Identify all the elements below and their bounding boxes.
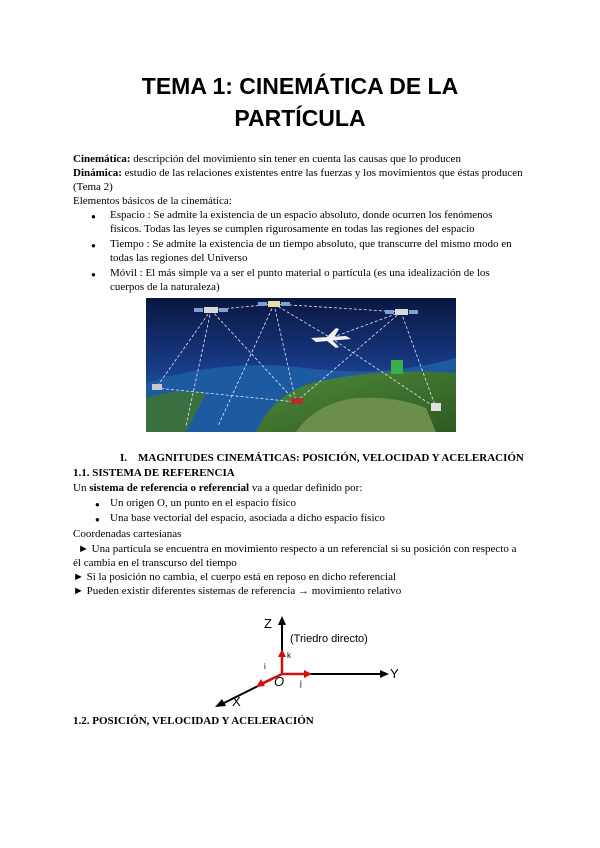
satellite-scene-svg (146, 298, 456, 432)
cinematica-term: Cinemática: (73, 153, 131, 165)
elementos-label: Elementos básicos de la cinemática: (73, 195, 232, 207)
i-label: i (264, 662, 266, 671)
origin-label: O (274, 674, 285, 689)
satellite-illustration (146, 298, 456, 432)
ref-item-base: Una base vectorial del espacio, asociada a dicho espacio físico (110, 512, 385, 524)
j-label: j (300, 679, 302, 688)
z-label: Z (264, 616, 272, 631)
title-line-1: TEMA 1: CINEMÁTICA DE LA (141, 73, 459, 99)
tiempo-line-2: todas las regiones del Universo (110, 252, 248, 264)
car-icon (291, 398, 303, 404)
dish-icon (431, 403, 441, 411)
subsection-1-2: 1.2. POSICIÓN, VELOCIDAD Y ACELERACIÓN (73, 715, 314, 727)
bullet-espacio: ● (91, 212, 96, 221)
tiempo-line-1: Tiempo : Se admite la existencia de un tiempo absoluto, que transcurre del mismo modo en (110, 238, 512, 250)
bullet-base: ● (95, 515, 100, 524)
bullet-movil: ● (91, 270, 96, 279)
dinamica-continuation: (Tema 2) (73, 181, 113, 193)
movil-line-1: Móvil : El más simple va a ser el punto material o partícula (es una idealización de los (110, 267, 490, 279)
bullet-tiempo: ● (91, 241, 96, 250)
triedro-diagram (200, 612, 406, 708)
document-title (0, 70, 600, 134)
relativo-line: ► Pueden existir diferentes sistemas de referencia → movimiento relativo (73, 585, 402, 597)
movil-line-2: cuerpos de la naturaleza) (110, 281, 220, 293)
title-line-2: PARTÍCULA (234, 105, 366, 131)
referencial-definition (73, 481, 362, 496)
axes-svg (200, 612, 406, 708)
z-arrow-head (278, 616, 286, 625)
cinematica-definition (73, 152, 461, 167)
x-label: X (232, 694, 241, 708)
section-number: I. (120, 452, 128, 464)
espacio-line-2: físicos. Todas las leyes se cumplen rigurosamente en todas las regiones del espacio (110, 223, 475, 235)
coordenadas-label: Coordenadas cartesianas (73, 528, 182, 540)
ref-prefix: Un (73, 482, 90, 494)
dinamica-definition (73, 166, 523, 181)
section-heading: MAGNITUDES CINEMÁTICAS: POSICIÓN, VELOCIDAD Y ACELERACIÓN (138, 452, 524, 464)
subsection-1-1: 1.1. SISTEMA DE REFERENCIA (73, 467, 235, 479)
ref-suffix: va a quedar definido por: (249, 482, 363, 494)
espacio-line-1: Espacio : Se admite la existencia de un espacio absoluto, donde ocurren los fenómenos (110, 209, 493, 221)
cinematica-text: descripción del movimiento sin tener en cuenta las causas que lo producen (130, 153, 461, 165)
ship-icon (152, 384, 162, 390)
dinamica-text: estudio de las relaciones existentes entre las fuerzas y los movimientos que éstas producen (121, 167, 523, 179)
k-label: k (287, 651, 291, 660)
y-arrow-head (380, 670, 389, 678)
movimiento-line-2: él cambia en el transcurso del tiempo (73, 557, 237, 569)
ref-term: sistema de referencia o referencial (89, 482, 250, 494)
dinamica-term: Dinámica: (73, 167, 122, 179)
movimiento-line-1: ► Una partícula se encuentra en movimiento respecto a un referencial si su posición con respecto a (78, 543, 517, 555)
bullet-origen: ● (95, 500, 100, 509)
reposo-line: ► Si la posición no cambia, el cuerpo está en reposo en dicho referencial (73, 571, 397, 583)
tower-icon (391, 360, 403, 374)
ref-item-origen: Un origen O, un punto en el espacio físico (110, 497, 297, 509)
y-label: Y (390, 666, 399, 681)
triedro-label: (Triedro directo) (290, 633, 368, 645)
